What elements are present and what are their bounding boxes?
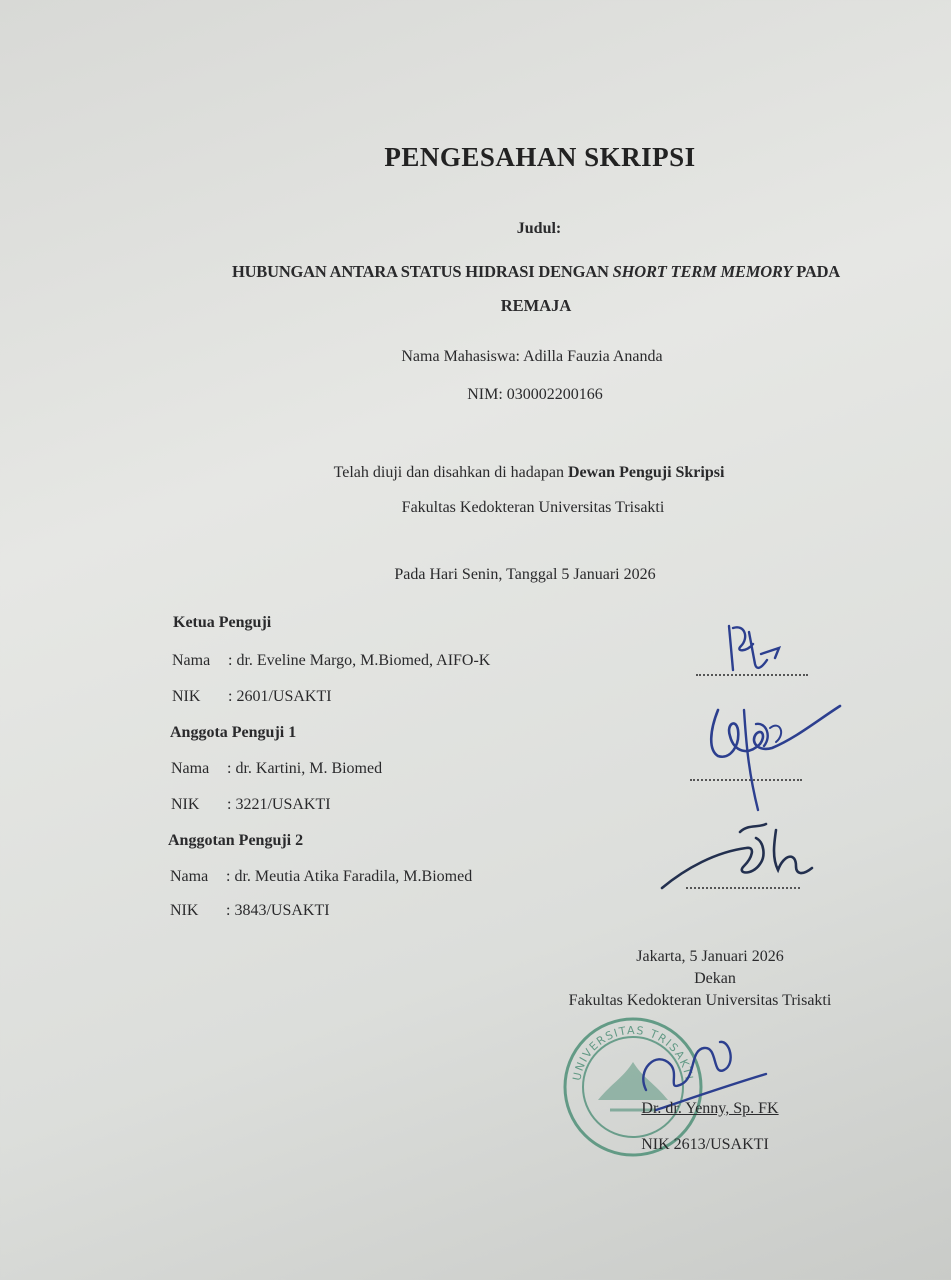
examiner-role: Ketua Penguji xyxy=(173,614,272,631)
student-nim: NIM: 030002200166 xyxy=(467,386,603,403)
dean-nik: NIK 2613/USAKTI xyxy=(641,1136,769,1153)
nama-label: Nama xyxy=(170,868,209,885)
examiner-nik: : 3221/USAKTI xyxy=(227,796,331,813)
examiner-role: Anggota Penguji 1 xyxy=(170,724,297,741)
tested-statement xyxy=(0,464,951,482)
examiner-name: : dr. Meutia Atika Faradila, M.Biomed xyxy=(226,868,473,885)
examiner-name-row xyxy=(170,868,472,886)
tested-bold: Dewan Penguji Skripsi xyxy=(567,464,725,481)
nama-label: Nama xyxy=(172,652,211,669)
student-name: Nama Mahasiswa: Adilla Fauzia Ananda xyxy=(401,348,663,365)
examiner-nik-row xyxy=(172,688,332,706)
approval-faculty: Fakultas Kedokteran Universitas Trisakti xyxy=(568,992,832,1009)
examiner-nik-row xyxy=(171,796,331,814)
nama-label: Nama xyxy=(171,760,210,777)
thesis-title-line2: REMAJA xyxy=(500,296,572,315)
examiner-nik: : 2601/USAKTI xyxy=(228,688,332,705)
nik-label: NIK xyxy=(170,902,199,919)
signature-chair xyxy=(715,618,805,688)
judul-label: Judul: xyxy=(516,220,562,237)
examiner-name: : dr. Kartini, M. Biomed xyxy=(227,760,383,777)
examiner-name-row xyxy=(171,760,382,778)
faculty-line: Fakultas Kedokteran Universitas Trisakti xyxy=(401,499,665,516)
exam-date: Pada Hari Senin, Tanggal 5 Januari 2026 xyxy=(394,566,656,583)
examiner-nik-row xyxy=(170,902,330,920)
signature-member-1 xyxy=(700,690,850,820)
approval-position: Dekan xyxy=(694,970,736,987)
document-heading: PENGESAHAN SKRIPSI xyxy=(384,142,696,172)
approval-place-date: Jakarta, 5 Januari 2026 xyxy=(636,948,784,965)
signature-member-2 xyxy=(656,818,826,898)
examiner-nik: : 3843/USAKTI xyxy=(226,902,330,919)
examiner-role: Anggotan Penguji 2 xyxy=(168,832,304,849)
stamp-text: UNIVERSITAS TRISAKTI xyxy=(570,1023,696,1082)
dean-name: Dr. dr. Yenny, Sp. FK xyxy=(641,1100,779,1117)
thesis-title-part-a: HUBUNGAN ANTARA STATUS HIDRASI DENGAN xyxy=(231,262,613,281)
thesis-title-line1 xyxy=(180,262,892,282)
nik-label: NIK xyxy=(172,688,201,705)
thesis-title-italic: SHORT TERM MEMORY xyxy=(612,262,793,281)
examiner-name: : dr. Eveline Margo, M.Biomed, AIFO-K xyxy=(228,652,491,669)
examiner-name-row xyxy=(172,652,490,670)
nik-label: NIK xyxy=(171,796,200,813)
tested-prefix: Telah diuji dan disahkan di hadapan xyxy=(333,464,568,481)
thesis-title-part-b: PADA xyxy=(792,262,841,281)
